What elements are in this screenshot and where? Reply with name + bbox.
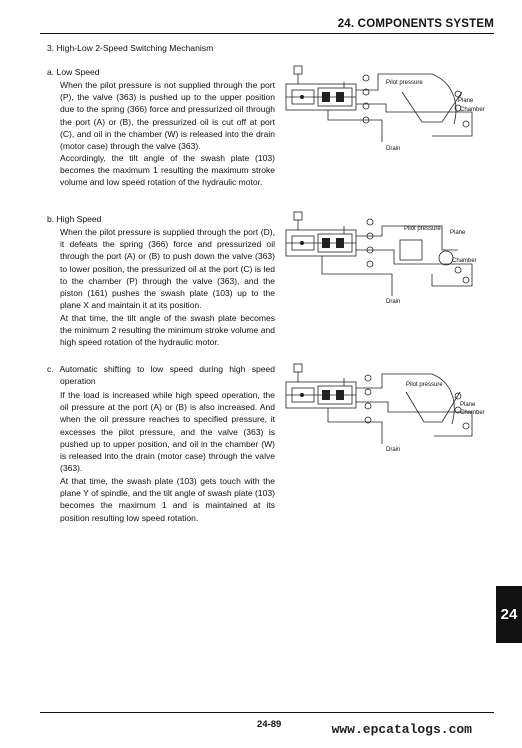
auto-shift-para-1: If the load is increased while high speed operation, the oil pressure at the port (A) or (B) is also increased. And when the oil pressure reaches to specified pressure, it excesses the pilot pressure, and the valve (363) is pushed up to upper position, and oil in the chamber (W) is released into the drain (motor case) through the valve (363). <box>60 390 275 474</box>
auto-shift-drain-label: Drain <box>386 447 401 453</box>
auto-shift-valve-diagram <box>282 360 485 455</box>
section-title: 3. High-Low 2-Speed Switching Mechanism <box>47 43 214 53</box>
auto-shift-heading: c. Automatic shifting to low speed during high speed operation <box>47 364 275 387</box>
auto-shift-pilot-label: Pilot pressure <box>406 382 443 388</box>
header-divider <box>40 33 494 34</box>
high-speed-plane-label: Plane <box>450 230 466 236</box>
watermark-text: www.epcatalogs.com <box>331 722 472 737</box>
low-speed-para-1: When the pilot pressure is not supplied through the port (P), the valve (363) is pushed up to the upper position due to the spring (366) force and pressurized oil through the port (A) or (B), the pressurized oil is cut off at port (C), and oil in the chamber (W) is released into the drain (motor case) through the valve (363). <box>60 80 275 152</box>
auto-shift-chamber-label: Chamber <box>460 410 485 416</box>
page-header-title: 24. COMPONENTS SYSTEM <box>337 18 494 30</box>
low-speed-para-2: Accordingly, the tilt angle of the swash plate (103) becomes the maximum 1 resulting the maximum stroke volume and low speed rotation of the hydraulic motor. <box>60 153 275 188</box>
high-speed-para-1: When the pilot pressure is supplied through the port (D), it defeats the spring (366) force and pressurized oil through the port (A) or (B) to push down the valve (363) to lower position, the pressurized oil at the port (C) is led to the chamber (P) through the valve (363), and the piston (161) pushes the swash plate (103) up to the plane X and maintain it at its position. <box>60 227 275 311</box>
footer-divider <box>40 712 494 713</box>
high-speed-drain-label: Drain <box>386 299 401 305</box>
chapter-tab: 24 <box>496 586 522 643</box>
high-speed-pilot-label: Pilot pressure <box>404 226 441 232</box>
page-number: 24-89 <box>257 719 282 730</box>
low-speed-plane-label: Plane <box>458 98 474 104</box>
high-speed-chamber-label: Chamber <box>452 258 477 264</box>
low-speed-heading: a. Low Speed <box>47 67 100 77</box>
high-speed-valve-diagram <box>282 210 482 305</box>
auto-shift-para-2: At that time, the swash plate (103) gets touch with the plane Y of spindle, and the tilt angle of swash plate (103) becomes the maximum 1 and is maintained at its position resulting low speed rotation. <box>60 476 275 523</box>
low-speed-valve-diagram <box>282 62 485 152</box>
low-speed-drain-label: Drain <box>386 146 401 152</box>
low-speed-chamber-label: Chamber <box>460 107 485 113</box>
high-speed-para-2: At that time, the tilt angle of the swash plate becomes the minimum 2 resulting the minimum stroke volume and high speed rotation of the hydraulic motor. <box>60 313 275 348</box>
high-speed-heading: b. High Speed <box>47 214 102 224</box>
auto-shift-plane-label: Plane <box>460 402 476 408</box>
low-speed-pilot-label: Pilot pressure <box>386 80 423 86</box>
